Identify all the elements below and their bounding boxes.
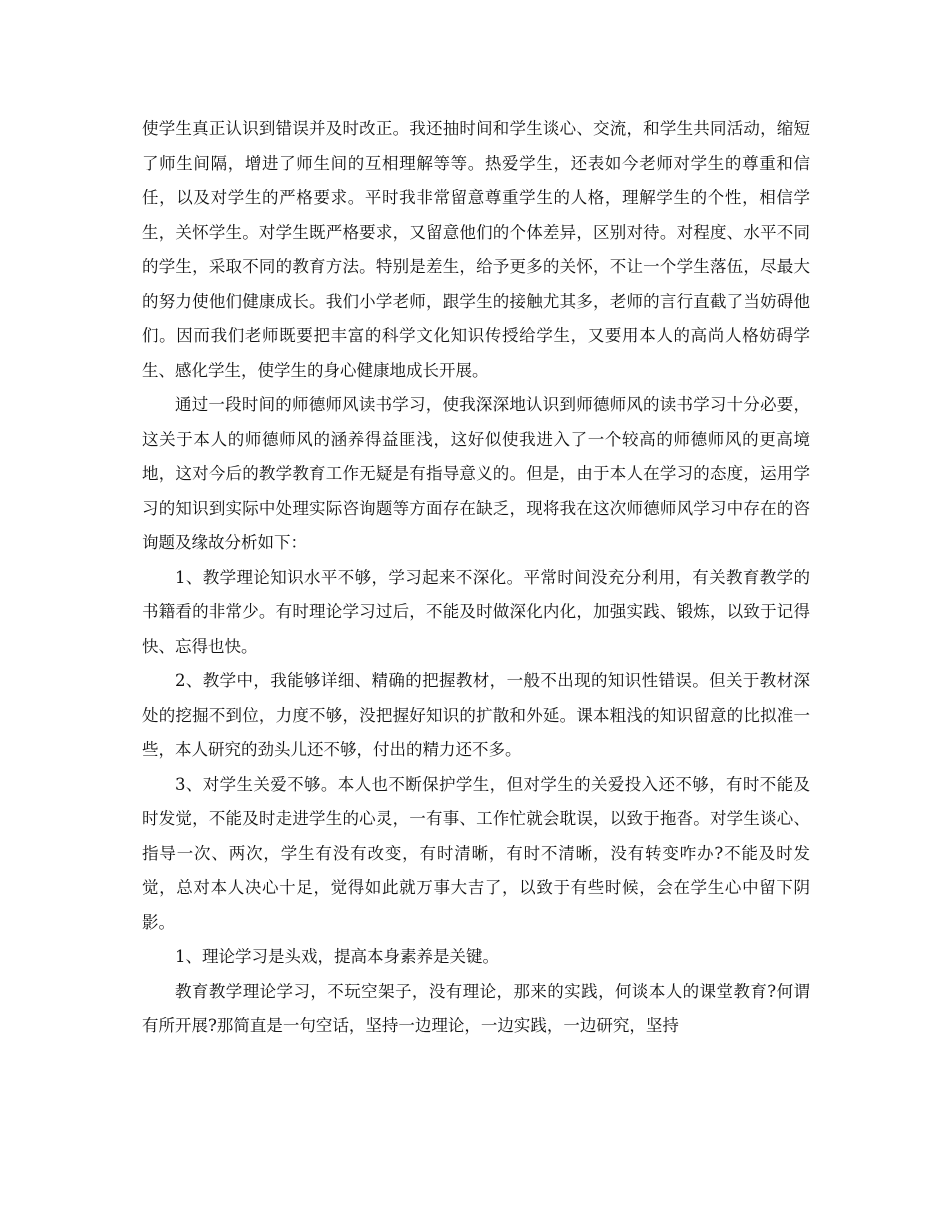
paragraph-7: 教育教学理论学习，不玩空架子，没有理论，那来的实践，何谈本人的课堂教育?何谓有所开展?那简直是一句空话，坚持一边理论，一边实践，一边研究，坚持	[142, 981, 810, 1035]
paragraph-6: 1、理论学习是头戏，提高本身素养是关键。	[175, 947, 499, 966]
paragraph-4: 2、教学中，我能够详细、精确的把握教材，一般不出现的知识性错误。但关于教材深处的挖掘不到位，力度不够，没把握好知识的扩散和外延。课本粗浅的知识留意的比拟准一些，本人研究的劲头儿还不够，付出的精力还不多。	[142, 671, 810, 759]
paragraph-5: 3、对学生关爱不够。本人也不断保护学生，但对学生的关爱投入还不够，有时不能及时发觉，不能及时走进学生的心灵，一有事、工作忙就会耽误，以致于拖沓。对学生谈心、指导一次、两次，学生有没有改变，有时清晰，有时不清晰，没有转变咋办?不能及时发觉，总对本人决心十足，觉得如此就万事大吉了，以致于有些时候，会在学生心中留下阴影。	[142, 774, 810, 932]
paragraph-3: 1、教学理论知识水平不够，学习起来不深化。平常时间没充分利用，有关教育教学的书籍看的非常少。有时理论学习过后，不能及时做深化内化，加强实践、锻炼，以致于记得快、忘得也快。	[142, 567, 810, 656]
paragraph-2: 通过一段时间的师德师风读书学习，使我深深地认识到师德师风的读书学习十分必要，这关于本人的师德师风的涵养得益匪浅，这好似使我进入了一个较高的师德师风的更高境地，这对今后的教学教育工作无疑是有指导意义的。但是，由于本人在学习的态度，运用学习的知识到实际中处理实际咨询题等方面存在缺乏，现将我在这次师德师风学习中存在的咨询题及缘故分析如下：	[142, 395, 810, 552]
paragraph-1: 使学生真正认识到错误并及时改正。我还抽时间和学生谈心、交流，和学生共同活动，缩短了师生间隔，增进了师生间的互相理解等等。热爱学生，还表如今老师对学生的尊重和信任，以及对学生的严格要求。平时我非常留意尊重学生的人格，理解学生的个性，相信学生，关怀学生。对学生既严格要求，又留意他们的个体差异，区别对待。对程度、水平不同的学生，采取不同的教育方法。特别是差生，给予更多的关怀，不让一个学生落伍，尽最大的努力使他们健康成长。我们小学老师，跟学生的接触尤其多，老师的言行直截了当妨碍他们。因而我们老师既要把丰富的科学文化知识传授给学生，又要用本人的高尚人格妨碍学生、感化学生，使学生的身心健康地成长开展。	[142, 119, 810, 380]
document-body	[142, 112, 810, 1044]
